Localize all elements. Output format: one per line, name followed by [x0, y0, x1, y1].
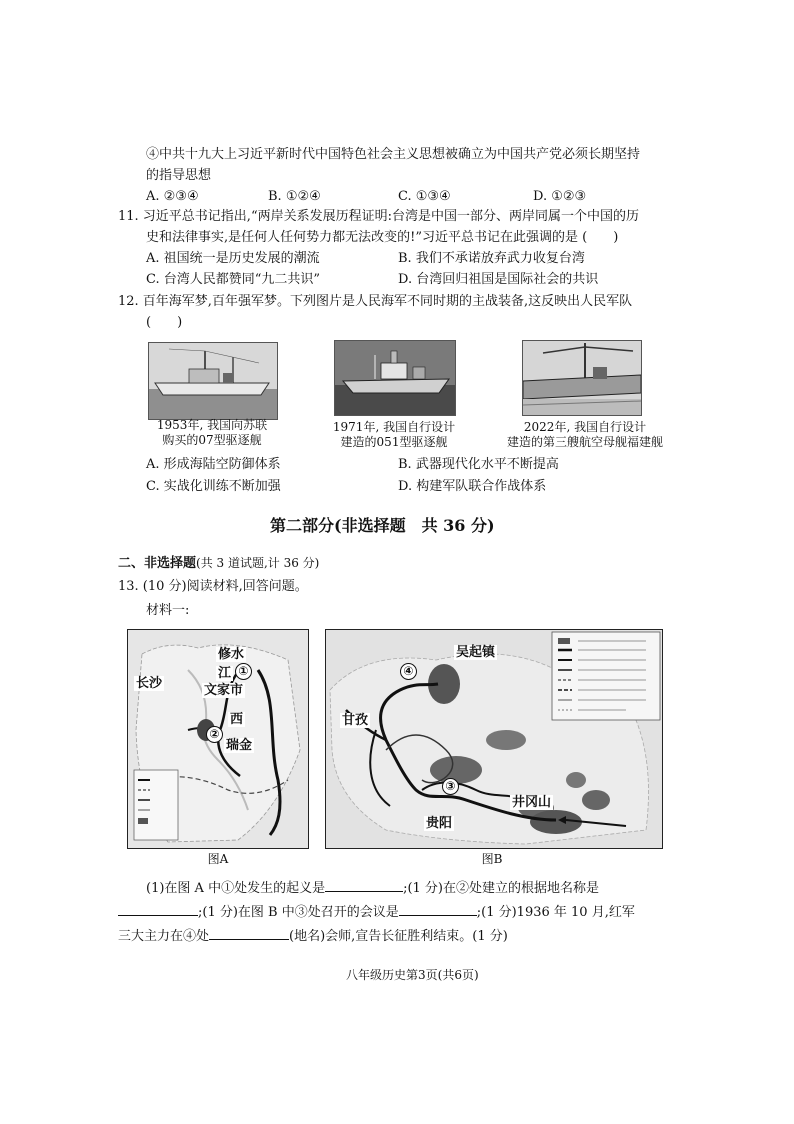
ship-caption-1-line1: 1953年, 我国向苏联: [156, 418, 268, 432]
ship-caption-3-line1: 2022年, 我国自行设计: [523, 420, 647, 434]
q13-q1-text-3: ;(1 分)在图 B 中③处召开的会议是: [198, 905, 399, 920]
map-a-label-wenjiashi: 文家市: [204, 683, 244, 698]
destroyer-07-image: [149, 343, 277, 419]
q11-line2: 史和法律事实,是任何人任何势力都无法改变的!”习近平总书记在此强调的是 ( ): [146, 230, 619, 245]
ship-caption-3-line2: 建造的第三艘航空母舰福建舰: [506, 435, 663, 449]
answer-blank-meeting-place[interactable]: [209, 925, 289, 940]
map-b-label-jinggangshan: 井冈山: [512, 795, 552, 810]
section2-heading: [118, 554, 319, 573]
ship-caption-2: [320, 420, 468, 450]
answer-blank-base-area[interactable]: [118, 901, 198, 916]
q10-option-b: B. ①②④: [268, 189, 321, 204]
q12-option-d: D. 构建军队联合作战体系: [398, 479, 547, 494]
map-a-caption: 图A: [207, 852, 229, 866]
map-b: [325, 629, 663, 849]
ship-caption-3: [496, 420, 674, 450]
destroyer-051-image: [335, 341, 455, 415]
ship-caption-2-line2: 建造的051型驱逐舰: [340, 435, 448, 449]
q10-option-c: C. ①③④: [398, 189, 451, 204]
q10-item4-line2: 的指导思想: [146, 168, 212, 183]
page-footer: 八年级历史第3页(共6页): [346, 968, 479, 982]
q10-option-d: D. ①②③: [533, 189, 587, 204]
q12-line1: 12. 百年海军梦,百年强军梦。下列图片是人民海军不同时期的主战装备,这反映出人民军队: [118, 294, 633, 309]
section2-title: 二、非选择题: [118, 556, 197, 571]
fujian-carrier-image: [523, 341, 641, 415]
map-b-label-guiyang: 贵阳: [426, 816, 453, 831]
q12-line2: ( ): [146, 315, 183, 330]
q13-q1-text-2: ;(1 分)在②处建立的根据地名称是: [403, 881, 600, 896]
q13-q1-text-5: 三大主力在④处: [118, 929, 210, 944]
ship-caption-1-line2: 购买的07型驱逐舰: [162, 433, 262, 447]
map-b-label-wuqizhen: 吴起镇: [456, 645, 496, 660]
part2-title: 第二部分(非选择题 共 36 分): [270, 516, 495, 535]
map-b-marker-3: ③: [442, 778, 459, 795]
map-b-label-ganzi: 甘孜: [342, 713, 369, 728]
q13-q1-text-4: ;(1 分)1936 年 10 月,红军: [476, 905, 635, 920]
answer-blank-uprising[interactable]: [325, 877, 403, 892]
q13-q1-line3: [118, 925, 508, 946]
q10-option-a: A. ②③④: [146, 189, 199, 204]
destroyer-051-photo: [334, 340, 456, 416]
map-b-caption: 图B: [481, 852, 503, 866]
q10-item4-line1: ④中共十九大上习近平新时代中国特色社会主义思想被确立为中国共产党必须长期坚持: [146, 147, 641, 162]
q13-q1-line1: [146, 877, 599, 898]
map-a-label-ruijin: 瑞金: [226, 738, 253, 753]
q11-line1: 11. 习近平总书记指出,“两岸关系发展历程证明:台湾是中国一部分、两岸同属一个中国的历: [118, 209, 639, 224]
destroyer-07-photo: [148, 342, 278, 420]
q13-q1-line2: [118, 901, 635, 922]
map-a-label-xiushui: 修水: [218, 647, 245, 662]
answer-blank-meeting[interactable]: [399, 901, 477, 916]
q12-option-c: C. 实战化训练不断加强: [146, 479, 281, 494]
q13-intro: 13. (10 分)阅读材料,回答问题。: [118, 579, 308, 594]
map-a-label-xi: 西: [230, 712, 244, 727]
map-a-label-jiang: 江: [218, 666, 232, 681]
q12-option-a: A. 形成海陆空防御体系: [146, 457, 281, 472]
ship-caption-1: [148, 418, 276, 448]
q11-option-b: B. 我们不承诺放弃武力收复台湾: [398, 251, 585, 266]
ship-caption-2-line1: 1971年, 我国自行设计: [332, 420, 456, 434]
section2-note: (共 3 道试题,计 36 分): [196, 556, 320, 570]
q13-q1-text-1: (1)在图 A 中①处发生的起义是: [146, 881, 326, 896]
map-a-marker-2: ②: [206, 726, 223, 743]
q11-option-d: D. 台湾回归祖国是国际社会的共识: [398, 272, 599, 287]
q11-option-c: C. 台湾人民都赞同“九二共识”: [146, 272, 321, 287]
map-a-marker-1: ①: [235, 663, 252, 680]
q12-option-b: B. 武器现代化水平不断提高: [398, 457, 559, 472]
q13-q1-text-6: (地名)会师,宣告长征胜利结束。(1 分): [289, 929, 508, 944]
q11-option-a: A. 祖国统一是历史发展的潮流: [146, 251, 320, 266]
q13-material1-label: 材料一:: [146, 603, 190, 618]
map-a-label-changsha: 长沙: [136, 676, 163, 691]
fujian-carrier-photo: [522, 340, 642, 416]
map-a: [127, 629, 309, 849]
map-b-drawing: [326, 630, 662, 848]
map-b-marker-4: ④: [400, 663, 417, 680]
